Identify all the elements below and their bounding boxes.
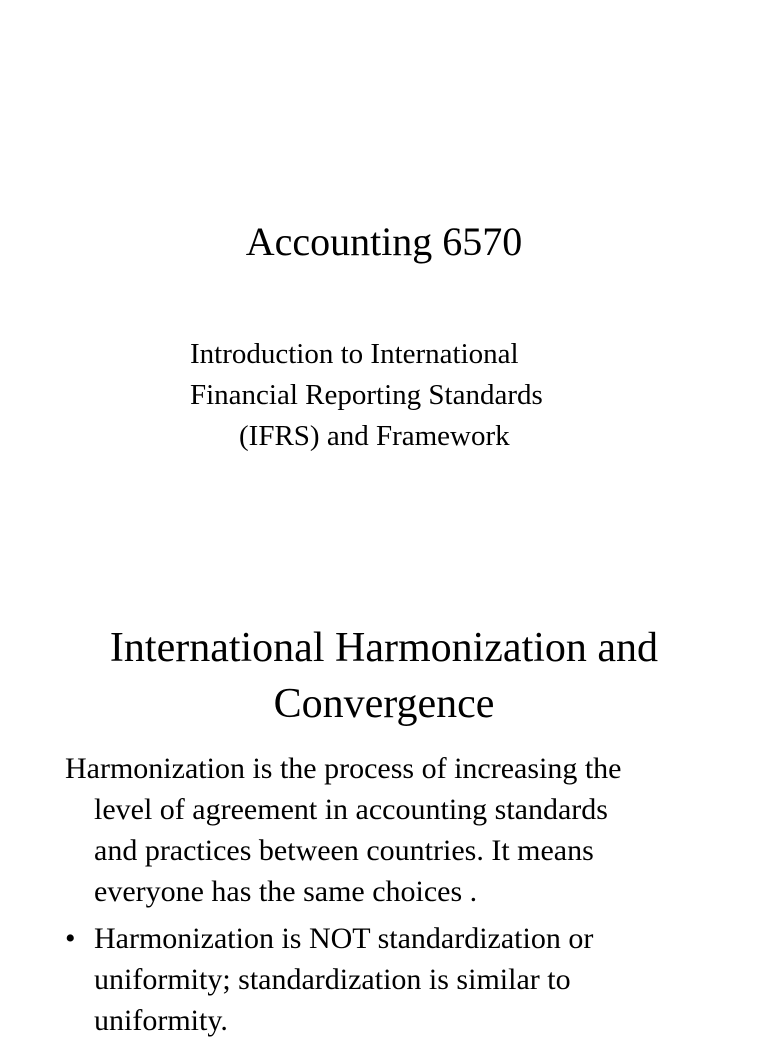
heading-line: International Harmonization and: [109, 625, 659, 671]
slide-subtitle: [190, 334, 543, 457]
slide-title: Accounting 6570: [245, 219, 523, 264]
subtitle-line: (IFRS) and Framework: [239, 420, 510, 452]
bullet-item: [65, 918, 755, 1041]
body-paragraph: [65, 748, 755, 912]
paragraph-line: Harmonization is the process of increasing the: [65, 752, 622, 785]
paragraph-line: and practices between countries. It means: [94, 834, 594, 867]
slide-body: [65, 748, 755, 1041]
bullet-text: [65, 918, 755, 1041]
bullet-icon: •: [65, 922, 76, 955]
bullet-line: Harmonization is NOT standardization or: [94, 922, 594, 955]
section-heading: [0, 620, 768, 732]
bullet-line: uniformity.: [94, 1004, 228, 1037]
subtitle-line: Introduction to International: [190, 338, 519, 370]
subtitle-line: Financial Reporting Standards: [190, 379, 543, 411]
paragraph-line: level of agreement in accounting standards: [94, 793, 608, 826]
bullet-line: uniformity; standardization is similar to: [94, 963, 571, 996]
paragraph-line: everyone has the same choices .: [94, 875, 478, 908]
heading-line: Convergence: [273, 681, 495, 727]
